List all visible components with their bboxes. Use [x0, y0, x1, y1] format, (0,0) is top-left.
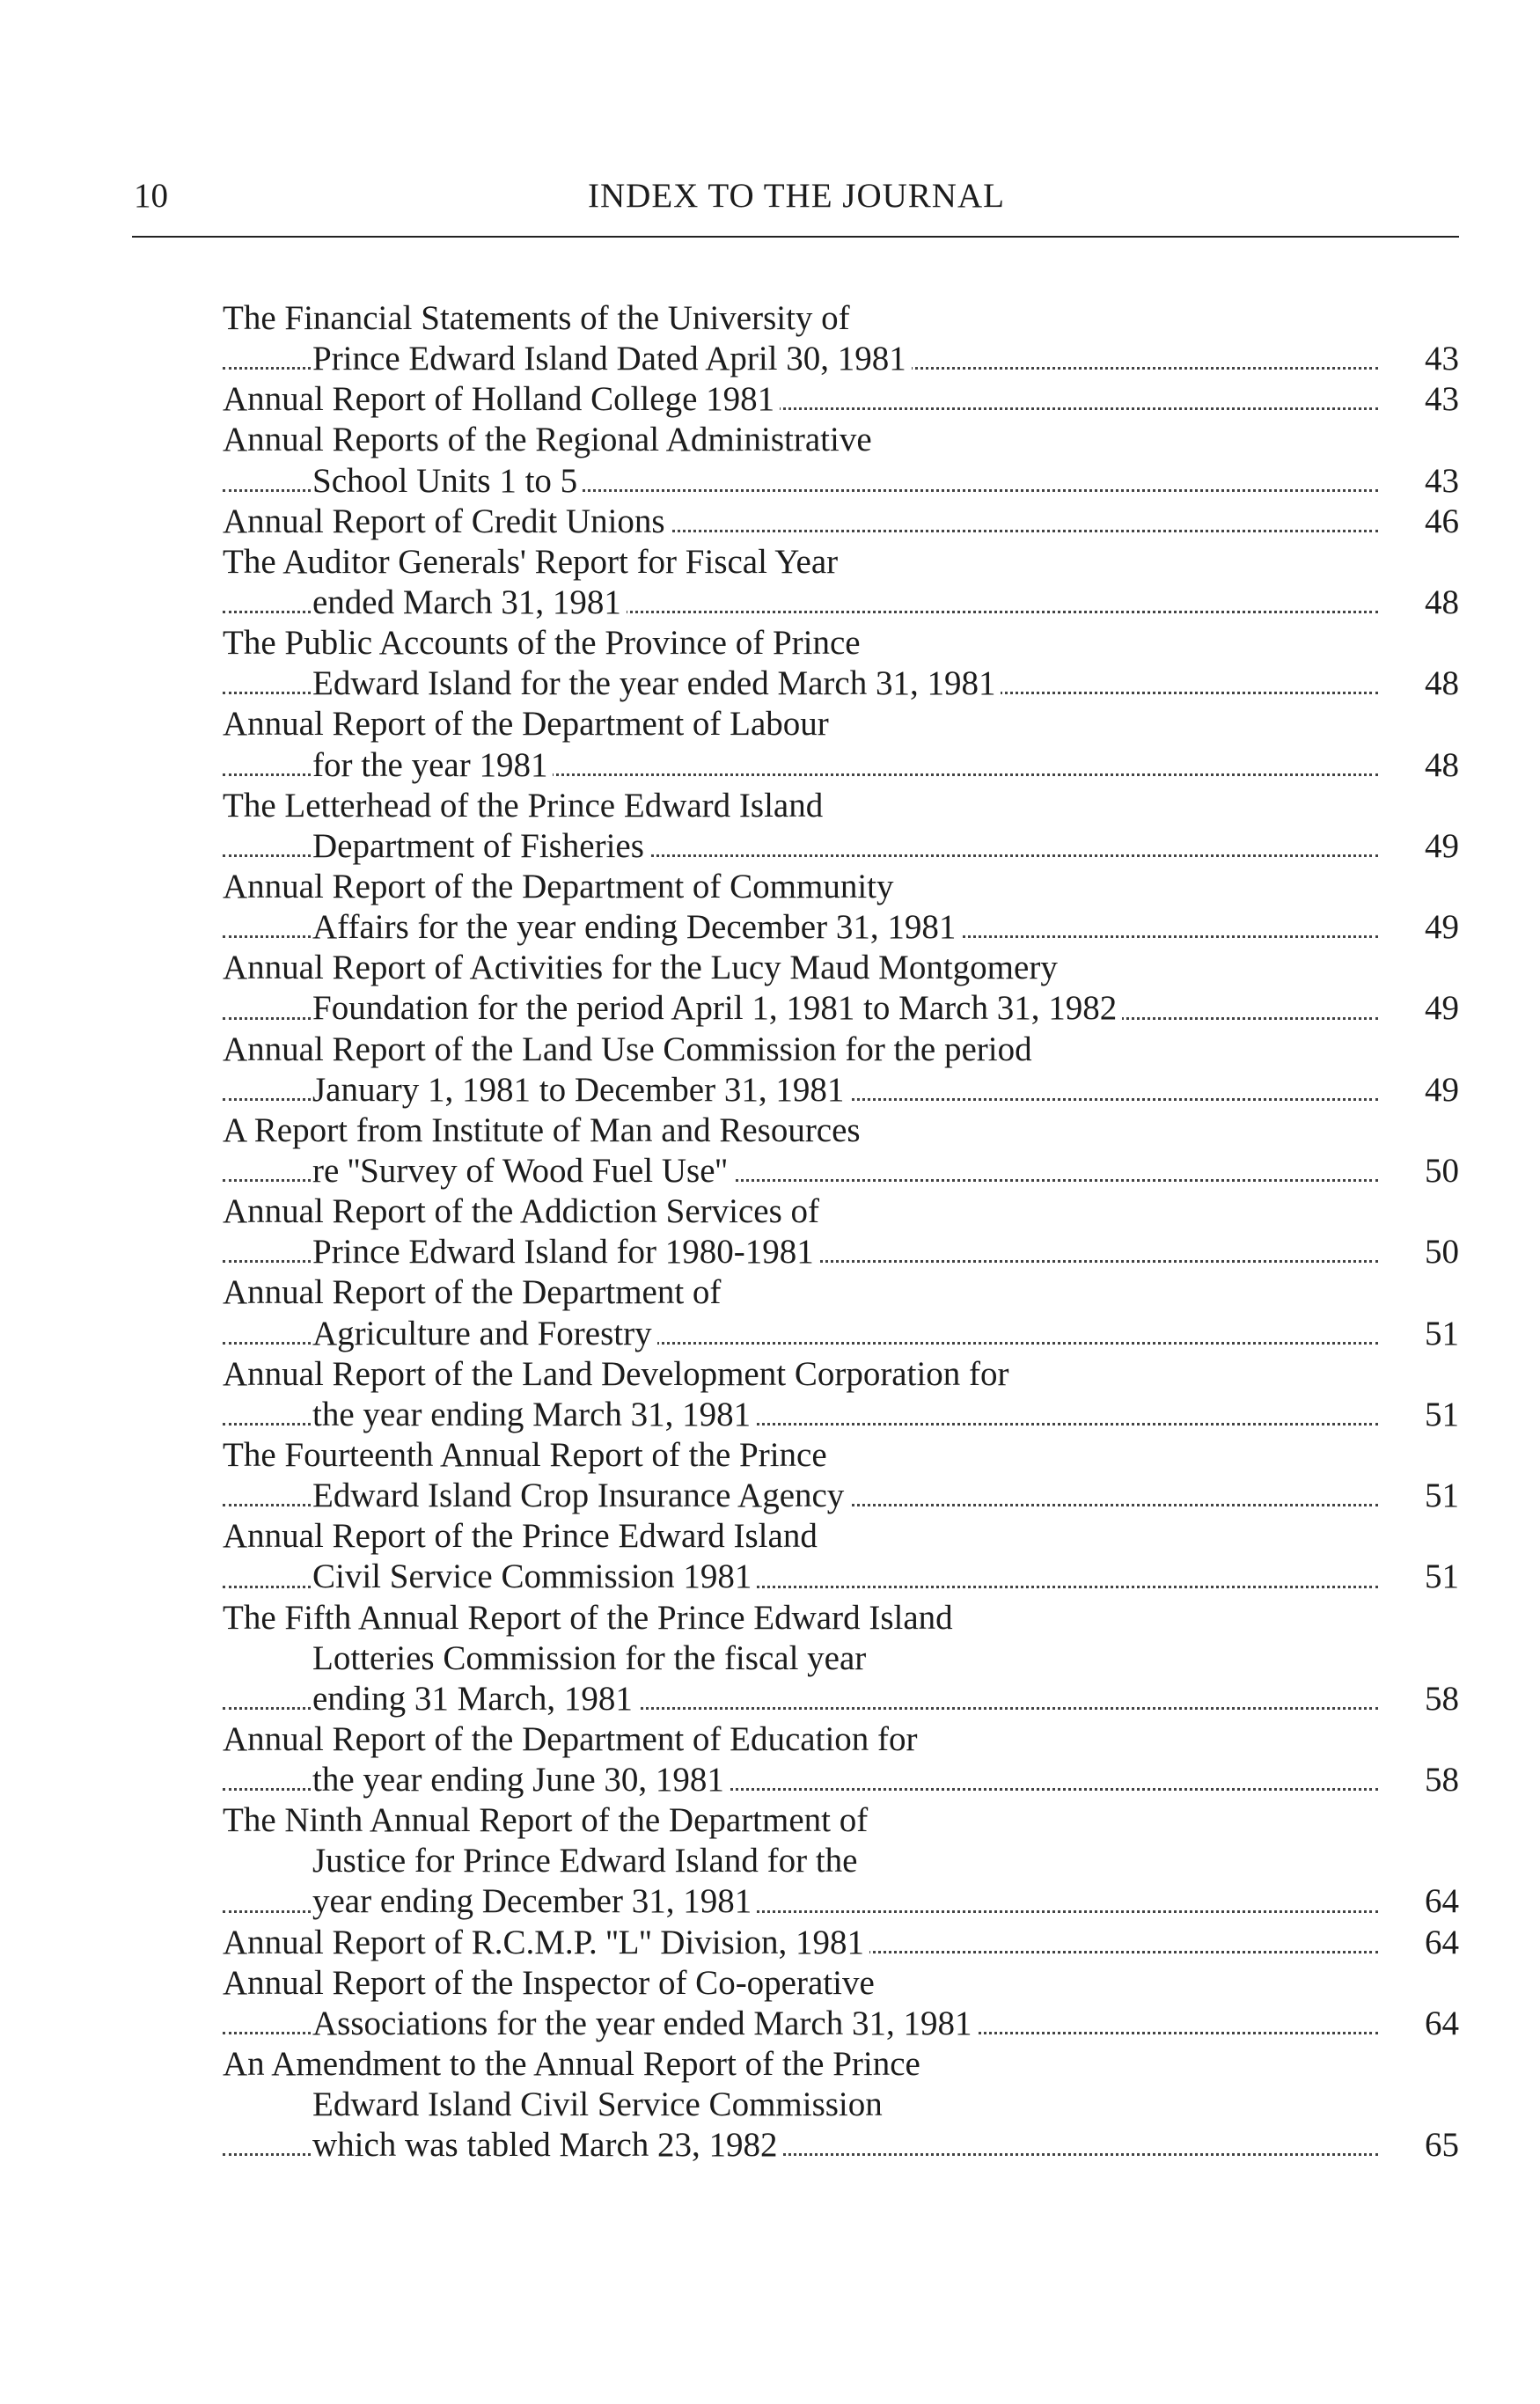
- entry-continuation-line: [223, 663, 1459, 704]
- entry-text: School Units 1 to 5: [312, 462, 583, 500]
- entry-title-line: [223, 1030, 1459, 1070]
- entry-text: which was tabled March 23, 1982: [312, 2126, 783, 2164]
- entry-text: The Letterhead of the Prince Edward Island: [223, 787, 828, 825]
- page-number: 10: [134, 177, 168, 215]
- entry-continuation-line: [223, 988, 1459, 1029]
- entry-page-number: 64: [1425, 1882, 1459, 1921]
- entry-page-number: 65: [1425, 2126, 1459, 2165]
- index-entry: [223, 867, 1459, 948]
- entry-text: Annual Report of the Prince Edward Island: [223, 1517, 823, 1555]
- index-entry: [223, 1191, 1459, 1272]
- entry-title-line: [223, 786, 1459, 826]
- entry-text: Annual Report of the Department of Education for: [223, 1720, 923, 1758]
- entry-text: Annual Report of the Department of: [223, 1273, 726, 1311]
- entry-title-line: [223, 1110, 1459, 1151]
- entry-text: Prince Edward Island for 1980-1981: [312, 1233, 819, 1271]
- entry-page-number: 58: [1425, 1679, 1459, 1718]
- index-entry: [223, 1923, 1459, 1963]
- entry-text: The Ninth Annual Report of the Department of: [223, 1801, 873, 1839]
- header-rule: [132, 236, 1459, 238]
- entry-continuation-line: [223, 1679, 1459, 1719]
- entry-page-number: 64: [1425, 1923, 1459, 1961]
- index-entry: [223, 1354, 1459, 1435]
- entry-title-line: [223, 867, 1459, 907]
- entry-text: An Amendment to the Annual Report of the Prince: [223, 2045, 926, 2083]
- entry-title-line: [223, 379, 1459, 420]
- entry-page-number: 51: [1425, 1395, 1459, 1433]
- entry-text: Lotteries Commission for the fiscal year: [312, 1639, 871, 1677]
- entry-page-number: 48: [1425, 583, 1459, 621]
- entry-text: ending 31 March, 1981: [312, 1680, 638, 1718]
- entry-continuation-line: [223, 461, 1459, 502]
- page-header: [134, 176, 1459, 220]
- entry-text: Edward Island for the year ended March 31, 1981: [312, 664, 1001, 702]
- entry-continuation-line: [223, 1760, 1459, 1800]
- entry-text: Edward Island Civil Service Commission: [312, 2085, 888, 2123]
- entry-title-line: [223, 1354, 1459, 1395]
- entry-text: re ''Survey of Wood Fuel Use'': [312, 1152, 733, 1190]
- entry-title-line: [223, 1191, 1459, 1232]
- entry-page-number: 64: [1425, 2004, 1459, 2042]
- entry-page-number: 49: [1425, 826, 1459, 865]
- entry-continuation-line: [223, 1881, 1459, 1922]
- entry-page-number: 43: [1425, 340, 1459, 378]
- entry-title-line: [223, 502, 1459, 542]
- entry-title-line: [223, 1719, 1459, 1760]
- index-entry: [223, 1272, 1459, 1353]
- entry-text: Annual Report of Holland College 1981: [223, 380, 780, 418]
- entry-page-number: 58: [1425, 1761, 1459, 1799]
- entry-text: Foundation for the period April 1, 1981 to March 31, 1982: [312, 989, 1122, 1027]
- entry-text: year ending December 31, 1981: [312, 1882, 757, 1920]
- entry-text: Prince Edward Island Dated April 30, 1981: [312, 340, 912, 377]
- entry-continuation-line: [223, 1151, 1459, 1191]
- entry-text: A Report from Institute of Man and Resources: [223, 1111, 866, 1149]
- entry-text: the year ending June 30, 1981: [312, 1761, 730, 1799]
- entry-page-number: 50: [1425, 1233, 1459, 1272]
- entry-title-line: [223, 1963, 1459, 2004]
- index-entry: [223, 1110, 1459, 1191]
- index-entry: [223, 1030, 1459, 1110]
- entry-title-line: [223, 623, 1459, 663]
- entry-text: Annual Report of Credit Unions: [223, 502, 671, 540]
- index-entry: [223, 704, 1459, 785]
- running-title: INDEX TO THE JOURNAL: [588, 177, 1005, 215]
- index-entry: [223, 1435, 1459, 1516]
- index-entry: [223, 502, 1459, 542]
- entry-continuation-line: [223, 2085, 1459, 2125]
- entry-title-line: [223, 542, 1459, 583]
- entry-page-number: 51: [1425, 1477, 1459, 1515]
- entry-page-number: 43: [1425, 461, 1459, 500]
- entry-title-line: [223, 1800, 1459, 1841]
- entry-page-number: 50: [1425, 1151, 1459, 1190]
- entry-title-line: [223, 420, 1459, 460]
- entry-page-number: 49: [1425, 908, 1459, 947]
- entry-title-line: [223, 1923, 1459, 1963]
- entry-continuation-line: [223, 745, 1459, 786]
- entry-title-line: [223, 2044, 1459, 2085]
- entry-text: The Auditor Generals' Report for Fiscal Year: [223, 543, 843, 581]
- entry-text: the year ending March 31, 1981: [312, 1396, 756, 1433]
- index-entry: [223, 542, 1459, 623]
- index-entry: [223, 623, 1459, 704]
- index-entry: [223, 1516, 1459, 1597]
- entry-text: Annual Report of the Inspector of Co-operative: [223, 1964, 880, 2002]
- entry-page-number: 51: [1425, 1314, 1459, 1352]
- entry-text: Department of Fisheries: [312, 827, 649, 865]
- entry-continuation-line: [223, 1395, 1459, 1435]
- entry-continuation-line: [223, 1232, 1459, 1272]
- entry-continuation-line: [223, 1841, 1459, 1881]
- index-entry: [223, 2044, 1459, 2166]
- entry-title-line: [223, 1272, 1459, 1313]
- entry-text: ended March 31, 1981: [312, 583, 627, 621]
- entry-continuation-line: [223, 1557, 1459, 1597]
- entry-page-number: 49: [1425, 1070, 1459, 1109]
- entry-text: Annual Report of R.C.M.P. ''L'' Division, 1981: [223, 1924, 869, 1961]
- entry-text: Justice for Prince Edward Island for the: [312, 1842, 862, 1880]
- index-entries: [223, 298, 1459, 2166]
- entry-title-line: [223, 1435, 1459, 1476]
- entry-title-line: [223, 704, 1459, 744]
- entry-text: Annual Report of the Department of Labour: [223, 705, 834, 743]
- entry-text: Annual Report of Activities for the Lucy Maud Montgomery: [223, 949, 1063, 986]
- entry-continuation-line: [223, 1314, 1459, 1354]
- entry-continuation-line: [223, 907, 1459, 948]
- entry-text: Annual Report of the Land Use Commission for the period: [223, 1030, 1038, 1068]
- entry-text: The Fifth Annual Report of the Prince Edward Island: [223, 1599, 958, 1637]
- entry-page-number: 48: [1425, 745, 1459, 784]
- entry-text: Affairs for the year ending December 31, 1981: [312, 908, 961, 946]
- entry-continuation-line: [223, 339, 1459, 379]
- entry-page-number: 49: [1425, 989, 1459, 1028]
- entry-page-number: 51: [1425, 1557, 1459, 1596]
- entry-continuation-line: [223, 583, 1459, 623]
- index-entry: [223, 420, 1459, 501]
- index-entry: [223, 786, 1459, 867]
- entry-text: Annual Report of the Addiction Services of: [223, 1192, 825, 1230]
- entry-continuation-line: [223, 1638, 1459, 1679]
- entry-text: Civil Service Commission 1981: [312, 1557, 757, 1595]
- index-entry: [223, 1598, 1459, 1719]
- entry-text: Agriculture and Forestry: [312, 1315, 657, 1352]
- entry-text: Annual Report of the Department of Community: [223, 868, 899, 905]
- entry-text: for the year 1981: [312, 746, 553, 784]
- index-entry: [223, 298, 1459, 379]
- entry-title-line: [223, 1516, 1459, 1557]
- entry-text: Annual Reports of the Regional Administrative: [223, 421, 877, 458]
- index-entry: [223, 1800, 1459, 1922]
- entry-text: The Public Accounts of the Province of Prince: [223, 624, 866, 662]
- entry-text: The Fourteenth Annual Report of the Prince: [223, 1436, 832, 1474]
- entry-text: Annual Report of the Land Development Corporation for: [223, 1355, 1015, 1393]
- index-entry: [223, 379, 1459, 420]
- index-entry: [223, 1719, 1459, 1800]
- entry-text: Edward Island Crop Insurance Agency: [312, 1477, 849, 1514]
- entry-continuation-line: [223, 1070, 1459, 1110]
- entry-page-number: 48: [1425, 664, 1459, 703]
- entry-text: Associations for the year ended March 31, 1981: [312, 2005, 977, 2042]
- entry-page-number: 46: [1425, 502, 1459, 540]
- entry-text: January 1, 1981 to December 31, 1981: [312, 1071, 849, 1109]
- index-entry: [223, 1963, 1459, 2044]
- entry-title-line: [223, 1598, 1459, 1638]
- entry-title-line: [223, 298, 1459, 339]
- entry-page-number: 43: [1425, 380, 1459, 419]
- entry-title-line: [223, 948, 1459, 988]
- entry-continuation-line: [223, 2125, 1459, 2166]
- entry-continuation-line: [223, 826, 1459, 867]
- entry-continuation-line: [223, 1476, 1459, 1516]
- index-entry: [223, 948, 1459, 1029]
- entry-text: The Financial Statements of the University of: [223, 299, 855, 337]
- entry-continuation-line: [223, 2004, 1459, 2044]
